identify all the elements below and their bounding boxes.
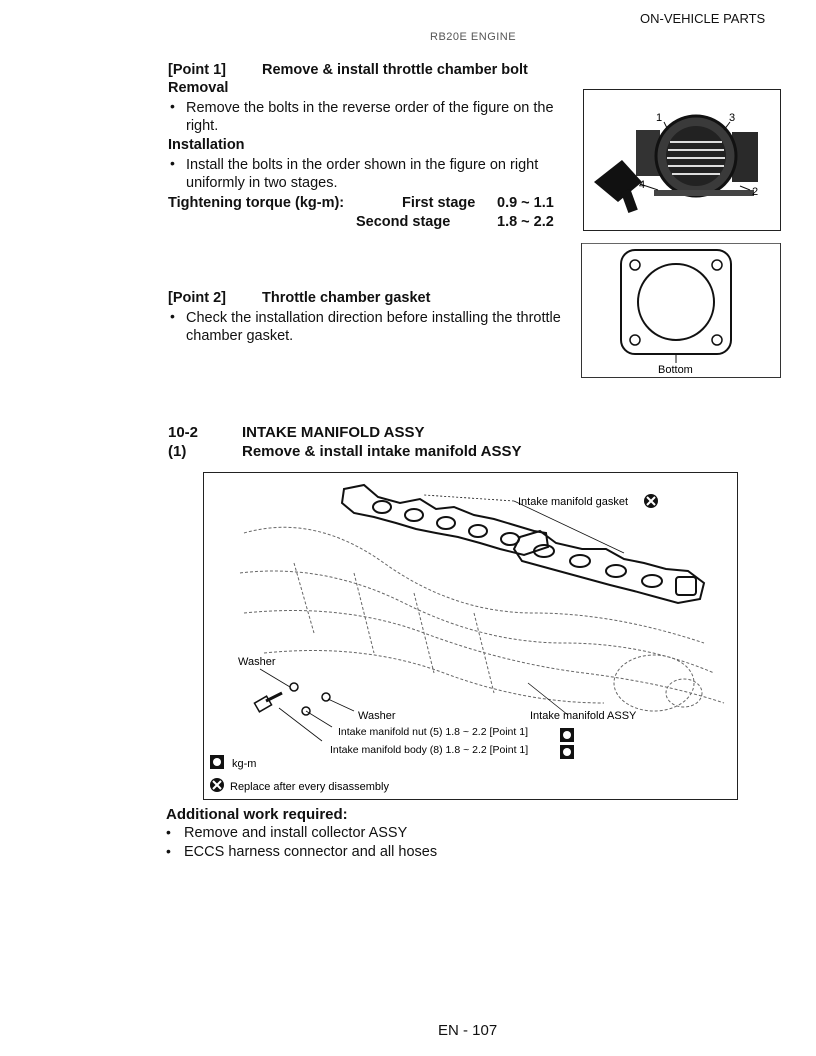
fig-num-1: 1 bbox=[656, 112, 663, 124]
bolt-washer-parts bbox=[254, 683, 330, 715]
additional-work-heading: Additional work required: bbox=[166, 806, 348, 823]
assy-label: Intake manifold ASSY bbox=[530, 710, 637, 722]
point2-title: Throttle chamber gasket bbox=[262, 290, 431, 306]
additional-item: Remove and install collector ASSY bbox=[184, 825, 408, 841]
removal-heading: Removal bbox=[168, 80, 229, 96]
bullet: • bbox=[170, 98, 175, 114]
intake-manifold-diagram bbox=[203, 472, 738, 800]
replace-icon bbox=[644, 494, 658, 508]
section-header: ON-VEHICLE PARTS bbox=[640, 11, 766, 26]
legend-torque-label: kg-m bbox=[232, 758, 257, 770]
fig-num-2: 2 bbox=[752, 186, 759, 198]
second-stage-value: 1.8 ~ 2.2 bbox=[497, 214, 554, 230]
throttle-bore bbox=[666, 126, 726, 186]
gasket-hole bbox=[712, 335, 722, 345]
torque-icon bbox=[560, 745, 574, 759]
washer-label-upper: Washer bbox=[238, 656, 276, 668]
gasket-hole bbox=[630, 335, 640, 345]
intake-gasket-lower bbox=[514, 531, 704, 603]
gasket-bore bbox=[638, 264, 714, 340]
leader-lines bbox=[260, 495, 624, 741]
installation-heading: Installation bbox=[168, 137, 245, 153]
point2-text-line1: Check the installation direction before installing the throttle bbox=[186, 310, 561, 326]
bullet: • bbox=[166, 824, 171, 840]
additional-item: ECCS harness connector and all hoses bbox=[184, 844, 438, 860]
legend-replace-icon bbox=[210, 778, 224, 792]
torque-icon bbox=[560, 728, 574, 742]
throttle-chamber-figure bbox=[583, 89, 781, 231]
removal-text-line1: Remove the bolts in the reverse order of the figure on the bbox=[186, 100, 554, 116]
page-number: EN - 107 bbox=[438, 1022, 498, 1039]
gasket-label: Intake manifold gasket bbox=[518, 496, 629, 508]
removal-text-line2: right. bbox=[186, 118, 219, 134]
install-text-line1: Install the bolts in the order shown in the figure on right bbox=[186, 157, 539, 173]
gasket-bottom-label: Bottom bbox=[658, 364, 693, 376]
point2-tag: [Point 2] bbox=[168, 290, 226, 306]
washer-label-lower: Washer bbox=[358, 710, 396, 722]
install-text-line2: uniformly in two stages. bbox=[186, 175, 338, 191]
bullet: • bbox=[166, 843, 171, 859]
sensor-connector bbox=[594, 160, 642, 202]
section-title: INTAKE MANIFOLD ASSY bbox=[242, 424, 425, 441]
section-number: 10-2 bbox=[168, 424, 199, 441]
gasket-illustration bbox=[582, 243, 780, 377]
legend-replace-label: Replace after every disassembly bbox=[230, 781, 389, 793]
throttle-chamber-illustration bbox=[584, 90, 780, 230]
manifold-body-sketch bbox=[240, 527, 724, 711]
subsection-number: (1) bbox=[168, 443, 187, 460]
chamber-base bbox=[654, 190, 754, 196]
intake-manifold-illustration bbox=[204, 473, 737, 799]
point1-tag: [Point 1] bbox=[168, 62, 226, 78]
fig-num-3: 3 bbox=[729, 112, 736, 124]
subsection-title: Remove & install intake manifold ASSY bbox=[242, 443, 522, 460]
point2-text-line2: chamber gasket. bbox=[186, 328, 294, 344]
first-stage-value: 0.9 ~ 1.1 bbox=[497, 195, 554, 211]
nut-torque-label: Intake manifold nut (5) 1.8 ~ 2.2 [Point 1] bbox=[338, 726, 528, 738]
bullet: • bbox=[170, 308, 175, 324]
engine-header: RB20E ENGINE bbox=[430, 31, 517, 43]
point1-title: Remove & install throttle chamber bolt bbox=[262, 62, 528, 78]
fig-num-4: 4 bbox=[639, 179, 646, 191]
bullet: • bbox=[170, 155, 175, 171]
torque-label: Tightening torque (kg-m): bbox=[168, 195, 345, 211]
sensor-lead bbox=[621, 189, 638, 213]
gasket-figure bbox=[581, 243, 781, 378]
second-stage-label: Second stage bbox=[356, 214, 451, 230]
legend-torque-icon bbox=[210, 755, 224, 769]
body-torque-label: Intake manifold body (8) 1.8 ~ 2.2 [Point 1] bbox=[330, 744, 529, 756]
first-stage-label: First stage bbox=[402, 195, 476, 211]
gasket-hole bbox=[630, 260, 640, 270]
gasket-hole bbox=[712, 260, 722, 270]
